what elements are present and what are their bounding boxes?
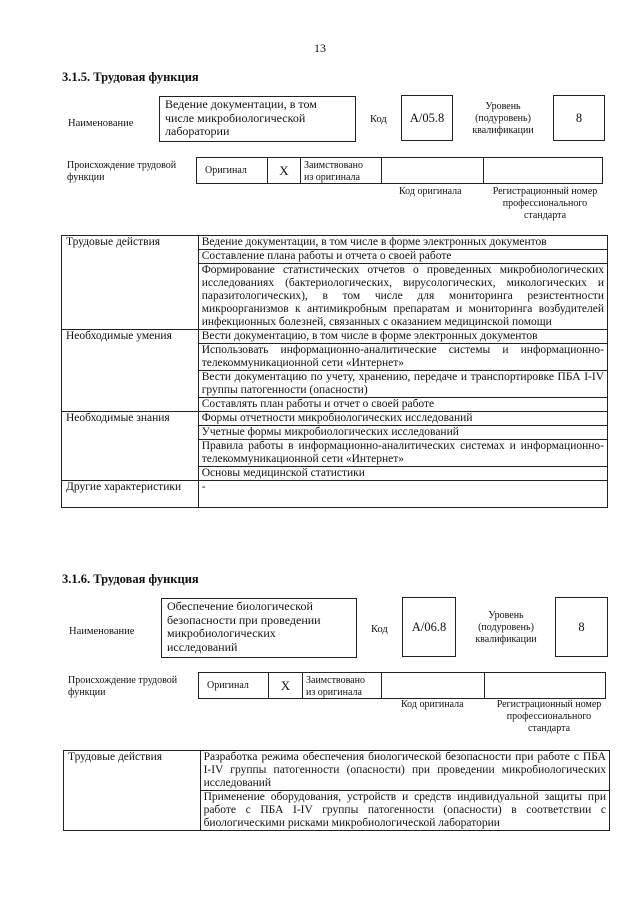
table-cell: Применение оборудования, устройств и средств индивидуальной защиты при работе с ПБА I-IV группы патогенности (опасности) в соответствии с биологическими рисками микробиологической лаборатории: [200, 791, 609, 831]
function-name-box: [159, 96, 356, 142]
function-table: [63, 750, 610, 831]
origin-row: [197, 157, 603, 184]
level-box: [555, 597, 608, 657]
code-original-label: Код оригинала: [399, 186, 462, 197]
borrowed-cell: [302, 672, 382, 699]
table-cell: Вести документацию по учету, хранению, передаче и транспортировке ПБА I-IV группы патогенности (опасности): [198, 371, 607, 398]
level-value: 8: [575, 110, 583, 125]
level-label-line: квалификации: [475, 634, 537, 645]
table-cell: Учетные формы микробиологических исследований: [198, 426, 607, 440]
reg-number-label-line: стандарта: [527, 723, 571, 734]
original-mark: X: [279, 162, 289, 178]
original-mark-cell: [268, 672, 303, 699]
origin-label-line: функции: [68, 687, 106, 698]
function-name-line: Ведение документации, в том: [165, 97, 317, 111]
level-label-line: Уровень: [485, 101, 521, 112]
function-name-line: безопасности при проведении: [167, 612, 321, 627]
origin-label-line: функции: [67, 172, 105, 183]
function-code: A/06.8: [411, 619, 447, 634]
name-label: Наименование: [69, 626, 135, 637]
table-cell: Вести документацию, в том числе в форме электронных документов: [198, 330, 607, 344]
reg-number-label-line: Регистрационный номер: [496, 699, 602, 710]
function-table: [61, 235, 608, 508]
reg-number-label-line: Регистрационный номер: [492, 186, 598, 197]
table-cell: Правила работы в информационно-аналитических системах и информационно-телекоммуникационной сети «Интернет»: [198, 440, 607, 467]
row-header-actions: Трудовые действия: [62, 236, 199, 330]
function-name-line: исследований: [167, 639, 238, 654]
level-label: [465, 610, 547, 646]
section-title: 3.1.5. Трудовая функция: [62, 70, 199, 84]
row-header-skills: Необходимые умения: [62, 330, 199, 412]
level-value: 8: [578, 619, 585, 634]
original-label: Оригинал: [207, 679, 249, 691]
borrowed-label-line: из оригинала: [304, 172, 360, 183]
function-name-line: Обеспечение биологической: [167, 599, 313, 613]
borrowed-cell: [300, 157, 382, 184]
origin-label-line: Происхождение трудовой: [67, 160, 177, 171]
table-row: [62, 236, 608, 250]
section-title: 3.1.6. Трудовая функция: [62, 572, 199, 586]
reg-number-label-line: стандарта: [523, 210, 567, 221]
function-name-line: числе микробиологической: [165, 110, 306, 125]
original-cell: [196, 157, 268, 184]
table-cell: Использовать информационно-аналитические системы и информационно-телекоммуникационной сети «Интернет»: [198, 344, 607, 371]
row-header-other: Другие характеристики: [62, 481, 199, 508]
table-cell: -: [198, 481, 607, 508]
table-row: [62, 481, 608, 508]
level-label-line: (подуровень): [475, 113, 531, 124]
row-header-knowledge: Необходимые знания: [62, 412, 199, 481]
code-box: [401, 95, 453, 141]
code-original-cell: [381, 672, 485, 699]
reg-number-label: [483, 186, 607, 222]
table-cell: Разработка режима обеспечения биологической безопасности при работе с ПБА I-IV группы патогенности (опасности) при проведении микробиологических исследований: [200, 751, 609, 791]
table-row: [64, 751, 610, 791]
code-box: [402, 597, 456, 657]
reg-number-label-line: профессионального: [502, 198, 588, 209]
reg-number-label: [487, 699, 611, 735]
table-cell: Ведение документации, в том числе в форме электронных документов: [198, 236, 607, 250]
reg-number-cell: [484, 672, 606, 699]
level-box: [553, 95, 605, 141]
borrowed-label-line: Заимствовано: [304, 160, 363, 171]
function-name-line: лаборатории: [165, 124, 230, 138]
row-header-actions: Трудовые действия: [64, 751, 201, 831]
level-label-line: Уровень: [488, 610, 524, 621]
borrowed-label-line: Заимствовано: [306, 675, 365, 686]
code-label: Код: [371, 624, 388, 635]
reg-number-cell: [483, 157, 603, 184]
level-label-line: квалификации: [472, 125, 534, 136]
table-cell: Составление плана работы и отчета о своей работе: [198, 250, 607, 264]
table-cell: Основы медицинской статистики: [198, 467, 607, 481]
code-original-label: Код оригинала: [401, 699, 464, 710]
origin-label: [68, 675, 177, 699]
name-label: Наименование: [68, 118, 134, 129]
borrowed-label-line: из оригинала: [306, 687, 362, 698]
original-mark-cell: [267, 157, 301, 184]
origin-label-line: Происхождение трудовой: [68, 675, 178, 686]
code-label: Код: [370, 114, 387, 125]
table-cell: Составлять план работы и отчет о своей работе: [198, 398, 607, 412]
level-label: [462, 101, 544, 137]
origin-label: [67, 160, 176, 184]
original-label: Оригинал: [205, 164, 247, 176]
original-mark: X: [280, 677, 291, 693]
function-name-line: микробиологических: [167, 626, 276, 640]
level-label-line: (подуровень): [478, 622, 534, 633]
table-row: [62, 330, 608, 344]
reg-number-label-line: профессионального: [506, 711, 592, 722]
page-number: 13: [314, 41, 326, 55]
table-cell: Формы отчетности микробиологических исследований: [198, 412, 607, 426]
function-name-box: [161, 598, 357, 658]
table-row: [62, 412, 608, 426]
function-code: A/05.8: [409, 110, 445, 125]
table-cell: Формирование статистических отчетов о проведенных микробиологических исследованиях (бактериологических, вирусологических, микологических и паразитологических), в том числе для мониторинга резистентности микроорганизмов к антимикробным препаратам и мониторинга возбудителей инфекционных болезней, связанных с оказанием медицинской помощи: [198, 264, 607, 330]
origin-row: [199, 672, 606, 699]
code-original-cell: [381, 157, 484, 184]
original-cell: [198, 672, 269, 699]
